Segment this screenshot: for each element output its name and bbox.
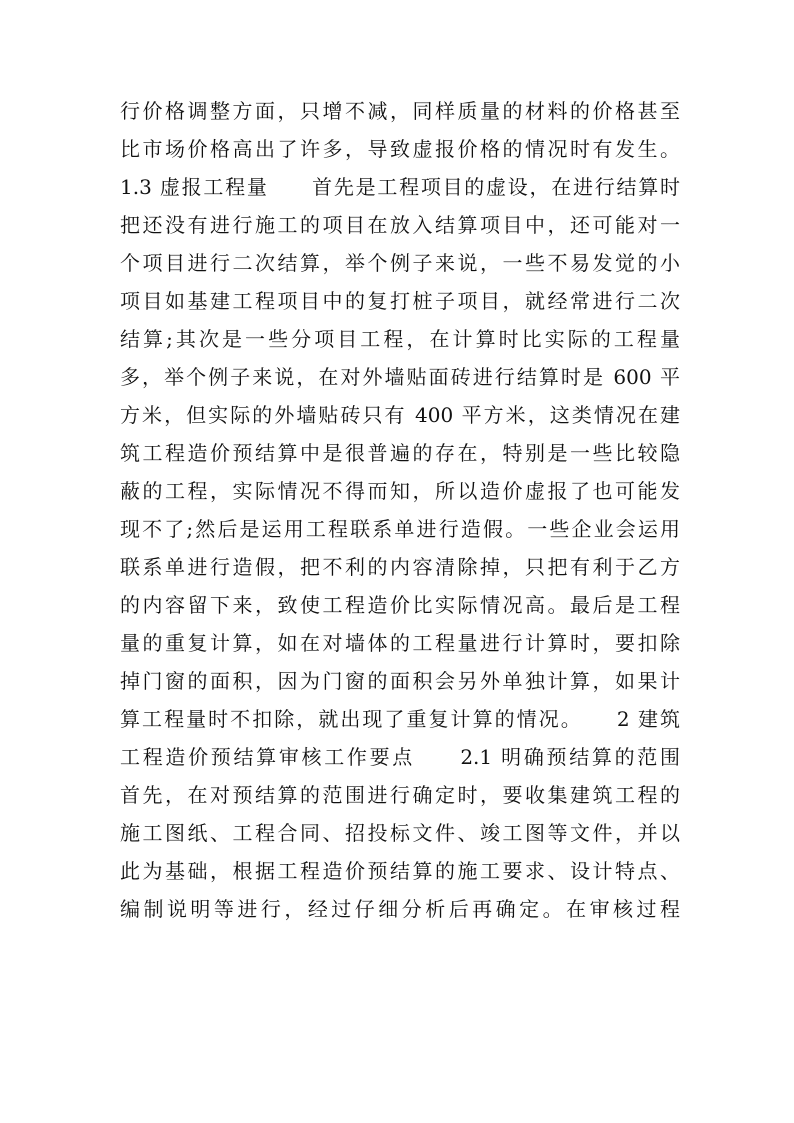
- text-line: 编制说明等进行，经过仔细分析后再确定。在审核过程: [120, 897, 680, 921]
- text-line: 量的重复计算，如在对墙体的工程量进行计算时，要扣除: [120, 631, 680, 655]
- text-line: 工程造价预结算审核工作要点 2.1 明确预结算的范围: [120, 745, 680, 769]
- text-line: 项目如基建工程项目中的复打桩子项目，就经常进行二次: [120, 289, 680, 313]
- text-line: 方米，但实际的外墙贴砖只有 400 平方米，这类情况在建: [120, 403, 680, 427]
- text-line: 个项目进行二次结算，举个例子来说，一些不易发觉的小: [120, 251, 680, 275]
- text-line: 现不了;然后是运用工程联系单进行造假。一些企业会运用: [120, 517, 680, 541]
- text-line: 首先，在对预结算的范围进行确定时，要收集建筑工程的: [120, 783, 680, 807]
- text-line: 蔽的工程，实际情况不得而知，所以造价虚报了也可能发: [120, 479, 680, 503]
- text-line: 比市场价格高出了许多，导致虚报价格的情况时有发生。: [120, 137, 680, 161]
- text-line: 掉门窗的面积，因为门窗的面积会另外单独计算，如果计: [120, 669, 680, 693]
- text-line: 1.3 虚报工程量 首先是工程项目的虚设，在进行结算时: [120, 175, 680, 199]
- text-line: 行价格调整方面，只增不减，同样质量的材料的价格甚至: [120, 99, 680, 123]
- text-line: 施工图纸、工程合同、招投标文件、竣工图等文件，并以: [120, 821, 680, 845]
- text-line: 多，举个例子来说，在对外墙贴面砖进行结算时是 600 平: [120, 365, 680, 389]
- body-text: [120, 92, 680, 928]
- text-line: 把还没有进行施工的项目在放入结算项目中，还可能对一: [120, 213, 680, 237]
- text-line: 此为基础，根据工程造价预结算的施工要求、设计特点、: [120, 859, 680, 883]
- text-line: 筑工程造价预结算中是很普遍的存在，特别是一些比较隐: [120, 441, 680, 465]
- text-line: 的内容留下来，致使工程造价比实际情况高。最后是工程: [120, 593, 680, 617]
- text-line: 算工程量时不扣除，就出现了重复计算的情况。 2 建筑: [120, 707, 680, 731]
- text-line: 联系单进行造假，把不利的内容清除掉，只把有利于乙方: [120, 555, 680, 579]
- text-line: 结算;其次是一些分项目工程，在计算时比实际的工程量: [120, 327, 680, 351]
